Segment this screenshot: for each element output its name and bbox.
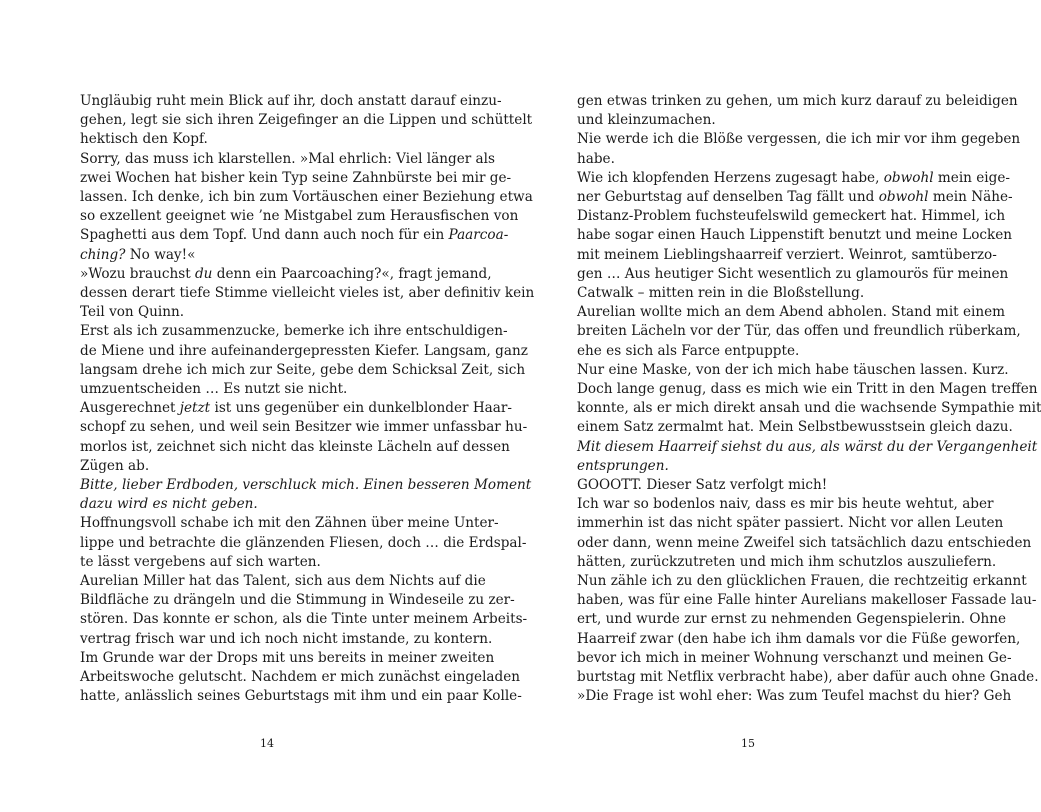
text-line: Hoffnungsvoll schabe ich mit den Zähnen über meine Unter-	[80, 515, 499, 532]
text-line: Nun zähle ich zu den glücklichen Frauen, die rechtzeitig erkannt	[577, 573, 1027, 590]
text-line: dessen derart tiefe Stimme vielleicht vieles ist, aber definitiv kein	[80, 285, 535, 302]
text-line: breiten Lächeln vor der Tür, das offen und freundlich rüberkam,	[577, 323, 1021, 340]
text-line: vertrag frisch war und ich noch nicht imstande, zu kontern.	[80, 630, 493, 647]
text-line: Zügen ab.	[80, 457, 150, 474]
text-line: konnte, als er mich direkt ansah und die wachsende Sympathie mit	[577, 400, 1041, 417]
left-page-text	[80, 92, 535, 707]
text-line: Arbeitswoche gelutscht. Nachdem er mich zunächst eingeladen	[80, 669, 521, 686]
right-page-text	[577, 92, 1041, 707]
text-line: ert, und wurde zur ernst zu nehmenden Gegenspielerin. Ohne	[577, 611, 1007, 628]
text-line: hätten, zurückzutreten und mich ihm schutzlos auszuliefern.	[577, 553, 997, 570]
text-line: habe.	[577, 150, 615, 167]
right-page	[510, 0, 1041, 812]
text-line: haben, was für eine Falle hinter Aurelians makelloser Fassade lau-	[577, 592, 1037, 609]
text-line: einem Satz zermalmt hat. Mein Selbstbewusstsein gleich dazu.	[577, 419, 1013, 436]
text-line: Nur eine Maske, von der ich mich habe täuschen lassen. Kurz.	[577, 361, 1009, 378]
text-line: umzuentscheiden … Es nutzt sie nicht.	[80, 381, 348, 398]
text-line: gen etwas trinken zu gehen, um mich kurz darauf zu beleidigen	[577, 93, 1018, 109]
text-line: immerhin ist das nicht später passiert. Nicht vor allen Leuten	[577, 515, 1004, 532]
text-line: schopf zu sehen, und weil sein Besitzer wie immer unfassbar hu-	[80, 419, 528, 436]
text-line: dazu wird es nicht geben.	[80, 496, 258, 513]
text-line: Ich war so bodenlos naiv, dass es mir bis heute wehtut, aber	[577, 496, 994, 513]
page-number-left: 14	[260, 737, 274, 750]
text-line: ner Geburtstag auf denselben Tag fällt und obwohl mein Nähe-	[577, 189, 1013, 206]
text-line: Bitte, lieber Erdboden, verschluck mich. Einen besseren Moment	[80, 477, 532, 494]
text-line: oder dann, wenn meine Zweifel sich tatsächlich dazu entschieden	[577, 534, 1032, 551]
text-line: morlos ist, zeichnet sich nicht das kleinste Lächeln auf dessen	[80, 438, 510, 455]
text-line: hektisch den Kopf.	[80, 131, 208, 148]
text-line: Doch lange genug, dass es mich wie ein Tritt in den Magen treffen	[577, 381, 1038, 398]
text-line: Mit diesem Haarreif siehst du aus, als wärst du der Vergangenheit	[577, 438, 1038, 455]
text-line: Erst als ich zusammenzucke, bemerke ich ihre entschuldigen-	[80, 323, 508, 340]
text-line: gen … Aus heutiger Sicht wesentlich zu glamourös für meinen	[577, 265, 1009, 282]
text-line: Im Grunde war der Drops mit uns bereits in meiner zweiten	[80, 649, 495, 666]
text-line: GOOOTT. Dieser Satz verfolgt mich!	[577, 477, 828, 494]
text-line: Nie werde ich die Blöße vergessen, die ich mir vor ihm gegeben	[577, 131, 1021, 148]
text-line: und kleinzumachen.	[577, 112, 716, 129]
text-line: Catwalk – mitten rein in die Bloßstellung.	[577, 285, 865, 302]
text-line: ehe es sich als Farce entpuppte.	[577, 342, 800, 359]
text-line: Sorry, das muss ich klarstellen. »Mal ehrlich: Viel länger als	[80, 150, 495, 167]
text-line: te lässt vergebens auf sich warten.	[80, 553, 321, 570]
text-line: lippe und betrachte die glänzenden Fliesen, doch … die Erdspal-	[80, 534, 527, 551]
text-line: de Miene und ihre aufeinandergepressten Kiefer. Langsam, ganz	[80, 342, 528, 359]
page-number-right: 15	[741, 737, 755, 750]
text-line: lassen. Ich denke, ich bin zum Vortäuschen einer Beziehung etwa	[80, 189, 533, 206]
text-line: »Die Frage ist wohl eher: Was zum Teufel machst du hier? Geh	[577, 688, 1012, 705]
text-line: langsam drehe ich mich zur Seite, gebe dem Schicksal Zeit, sich	[80, 361, 526, 378]
text-line: mit meinem Lieblingshaarreif verziert. Weinrot, samtüberzo-	[577, 246, 997, 263]
text-line: Bildfläche zu drängeln und die Stimmung in Windeseile zu zer-	[80, 592, 515, 609]
text-line: ching? No way!«	[80, 246, 196, 263]
text-line: Ausgerechnet jetzt ist uns gegenüber ein dunkelblonder Haar-	[80, 400, 512, 417]
text-line: bevor ich mich in meiner Wohnung verschanzt und meinen Ge-	[577, 649, 1012, 666]
text-line: hatte, anlässlich seines Geburtstags mit ihm und ein paar Kolle-	[80, 688, 522, 705]
text-line: Spaghetti aus dem Topf. Und dann auch noch für ein Paarcoa-	[80, 227, 509, 244]
text-line: Haarreif zwar (den habe ich ihm damals vor die Füße geworfen,	[577, 630, 1021, 647]
text-line: Teil von Quinn.	[80, 304, 185, 321]
text-line: so exzellent geeignet wie ’ne Mistgabel zum Herausfischen von	[80, 208, 519, 225]
text-line: zwei Wochen hat bisher kein Typ seine Zahnbürste bei mir ge-	[80, 169, 512, 186]
text-line: gehen, legt sie sich ihren Zeigefinger an die Lippen und schüttelt	[80, 112, 533, 129]
text-line: Wie ich klopfenden Herzens zugesagt habe, obwohl mein eige-	[577, 169, 1010, 186]
text-line: »Wozu brauchst du denn ein Paarcoaching?«, fragt jemand,	[80, 265, 492, 282]
text-line: burtstag mit Netflix verbracht habe), aber dafür auch ohne Gnade.	[577, 669, 1039, 686]
text-line: Distanz-Problem fuchsteufelswild gemeckert hat. Himmel, ich	[577, 208, 1006, 225]
text-line: Aurelian Miller hat das Talent, sich aus dem Nichts auf die	[80, 573, 486, 590]
text-line: Ungläubig ruht mein Blick auf ihr, doch anstatt darauf einzu-	[80, 93, 502, 109]
text-line: stören. Das konnte er schon, als die Tinte unter meinem Arbeits-	[80, 611, 528, 628]
text-line: habe sogar einen Hauch Lippenstift benutzt und meine Locken	[577, 227, 1013, 244]
text-line: Aurelian wollte mich an dem Abend abholen. Stand mit einem	[577, 304, 1006, 321]
text-line: entsprungen.	[577, 457, 669, 474]
